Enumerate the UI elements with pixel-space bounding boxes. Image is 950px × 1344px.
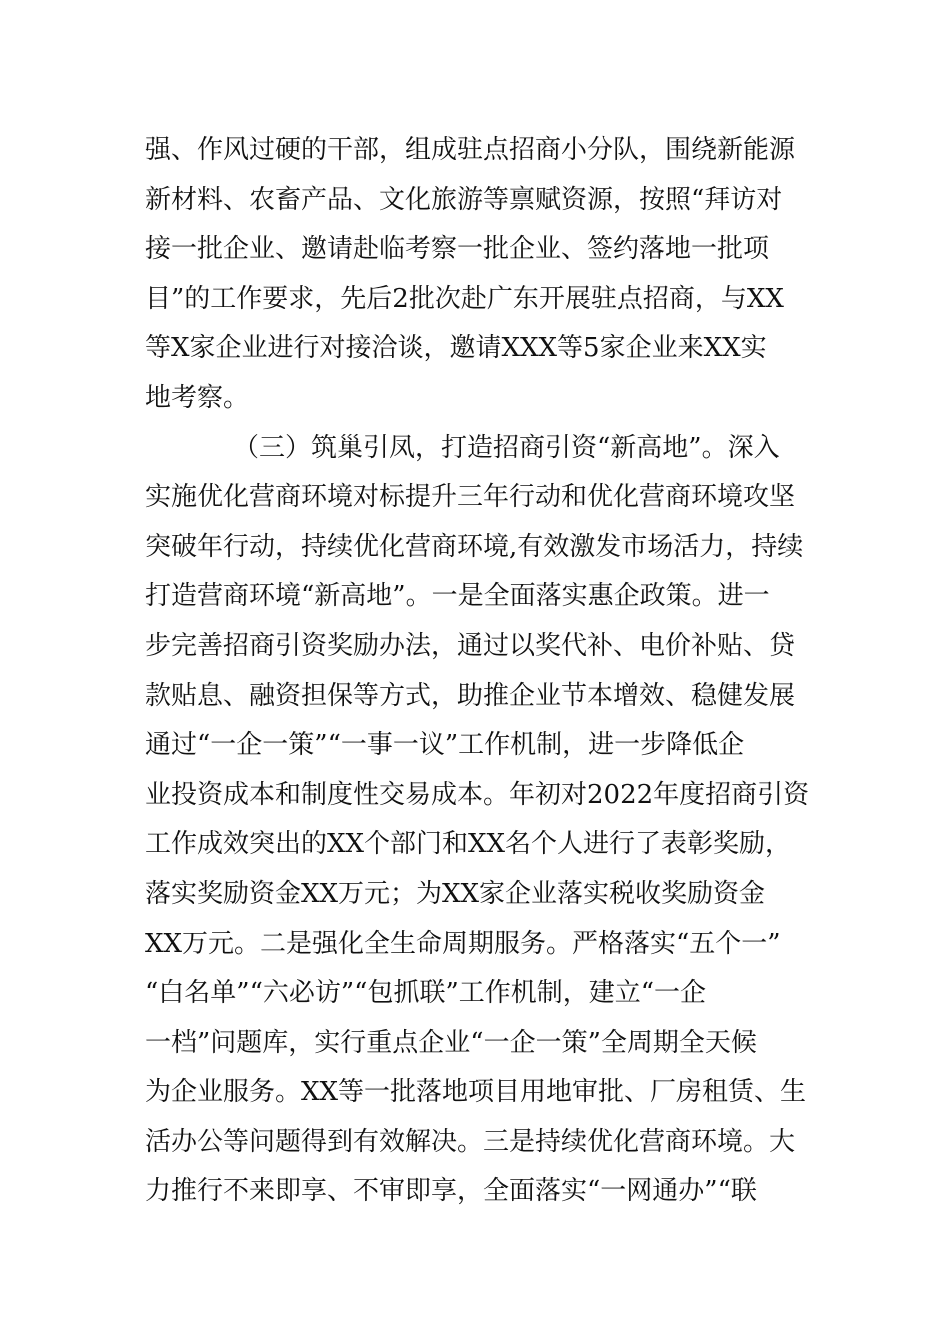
text-line-19: 一档”问题库，实行重点企业“一企一策”全周期全天候	[145, 1027, 757, 1058]
text-line-12: 款贴息、融资担保等方式，助推企业节本增效、稳健发展	[145, 680, 796, 711]
text-line-4: 目”的工作要求，先后2批次赴广东开展驻点招商，与XX	[145, 283, 784, 314]
text-line-18: “白名单”“六必访”“包抓联”工作机制，建立“一企	[145, 978, 707, 1009]
text-line-2: 新材料、农畜产品、文化旅游等禀赋资源，按照“拜访对	[145, 184, 783, 215]
text-line-22: 力推行不来即享、不审即享，全面落实“一网通办”“联	[145, 1176, 757, 1207]
text-line-13: 通过“一企一策”“一事一议”工作机制，进一步降低企	[145, 730, 745, 761]
text-line-3: 接一批企业、邀请赴临考察一批企业、签约落地一批项	[145, 234, 770, 265]
document-body	[145, 126, 815, 1217]
text-line-21: 活办公等问题得到有效解决。三是持续优化营商环境。大	[145, 1126, 796, 1157]
text-line-6: 地考察。	[145, 382, 250, 413]
text-line-14: 业投资成本和制度性交易成本。年初对2022年度招商引资	[145, 779, 810, 810]
text-line-16: 落实奖励资金XX万元；为XX家企业落实税收奖励资金	[145, 878, 766, 909]
text-line-11: 步完善招商引资奖励办法，通过以奖代补、电价补贴、贷	[145, 630, 796, 661]
text-line-10: 打造营商环境“新高地”。一是全面落实惠企政策。进一	[145, 581, 770, 612]
section-heading-3: （三）筑巢引凤，打造招商引资“新高地”。深入	[233, 432, 780, 463]
text-line-20: 为企业服务。XX等一批落地项目用地审批、厂房租赁、生	[145, 1077, 807, 1108]
text-line-15: 工作成效突出的XX个部门和XX名个人进行了表彰奖励，	[145, 829, 792, 860]
text-line-17: XX万元。二是强化全生命周期服务。严格落实“五个一”	[145, 928, 781, 959]
text-line-5: 等X家企业进行对接洽谈，邀请XXX等5家企业来XX实	[145, 333, 767, 364]
text-line-8: 实施优化营商环境对标提升三年行动和优化营商环境攻坚	[145, 482, 796, 513]
text-line-1: 强、作风过硬的干部，组成驻点招商小分队，围绕新能源	[145, 135, 796, 165]
text-line-9: 突破年行动，持续优化营商环境,有效激发市场活力，持续	[145, 531, 804, 562]
